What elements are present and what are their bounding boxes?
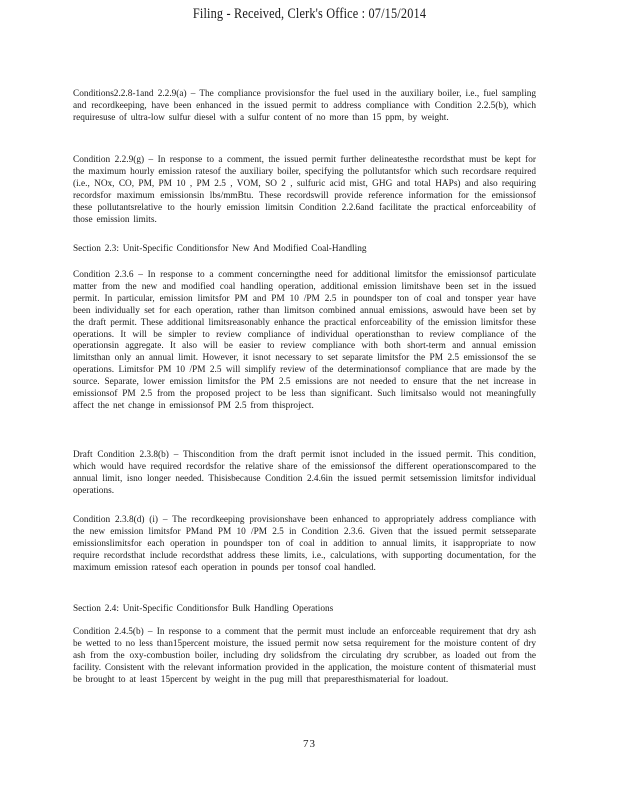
paragraph-draft-condition-2-3-8-b: Draft Condition 2.3.8(b) – Thiscondition from the draft permit isnot included in the issued permit. This condition, which would have required recordsfor the relative share of the emissionsof the different operationscompared to the annual limit, isno longer needed. Thisisbecause Condition 2.4.6in the issued permit setsemission limitsfor individual operations. — [73, 450, 536, 496]
section-heading-2-4: Section 2.4: Unit-Specific Conditionsfor Bulk Handling Operations — [73, 604, 334, 614]
paragraph-condition-2-2-9-g: Condition 2.2.9(g) – In response to a comment, the issued permit further delineatesthe recordsthat must be kept for the maximum hourly emission ratesof the auxiliary boiler, specifying the pollutantsfor which such recordsare required (i.e., NOx, CO, PM, PM 10 , PM 2.5 , VOM, SO 2 , sulfuric acid mist, GHG and total HAPs) and also requiring recordsfor maximum emissionsin lbs/mmBtu. These recordswill provide reference information for the emissionsof these pollutantsrelative to the hourly emission limitsin Condition 2.2.6and facilitate the practical enforceability of those emission limits. — [73, 155, 536, 225]
section-heading-2-3: Section 2.3: Unit-Specific Conditionsfor New And Modified Coal-Handling — [73, 244, 367, 254]
paragraph-condition-2-3-8-d: Condition 2.3.8(d) (i) – The recordkeeping provisionshave been enhanced to appropriately address compliance with the new emission limitsfor PMand PM 10 /PM 2.5 in Condition 2.3.6. Given that the issued permit setsseparate emissionslimitsfor each operation in poundsper ton of coal in addition to annual limits, it isappropriate to now require recordsthat include recordsthat address these limits, i.e., calculations, with supporting documentation, for the maximum emission ratesof each operation in pounds per tonsof coal handled. — [73, 515, 536, 573]
paragraph-condition-2-4-5-b: Condition 2.4.5(b) – In response to a comment that the permit must include an enforceable requirement that dry ash be wetted to no less than15percent moisture, the issued permit now setsa requirement for the moisture content of dry ash from the oxy-combustion boiler, including dry solidsfrom the circulating dry scrubber, as loaded out from the facility. Consistent with the relevant information provided in the application, the moisture content of thismaterial must be brought to at least 15percent by weight in the pug mill that preparesthismaterial for loadout. — [73, 627, 536, 685]
filing-stamp-header: Filing - Received, Clerk's Office : 07/15/2014 — [192, 6, 427, 22]
paragraph-condition-2-3-6: Condition 2.3.6 – In response to a comment concerningthe need for additional limitsfor the emissionsof particulate matter from the new and modified coal handling operation, additional emission limitshave been set in the issued permit. In particular, emission limitsfor PM and PM 10 /PM 2.5 in poundsper ton of coal and tonsper year have been individually set for each operation, rather than limitson combined annual emissions, aswould have been set by the draft permit. These additional limitsreasonably enhance the practical enforceability of the emission limitsfor these operations. It will be simpler to review compliance of individual operationsthan to review compliance of the operationsin aggregate. It also will be easier to review compliance with both short-term and annual emission limitsthan only an annual limit. However, it isnot necessary to set separate limitsfor the PM 2.5 emissionsof the se operations. Limitsfor PM 10 /PM 2.5 will simplify review of the determinationsof compliance that are made by the source. Separate, lower emission limitsfor the PM 2.5 emissions are not needed to ensure that the net increase in emissionsof PM 2.5 from the proposed project to be less than significant. Such limitsalso would not meaningfully affect the net change in emissionsof PM 2.5 from thisproject. — [73, 270, 536, 411]
paragraph-conditions-2-2-8: Conditions2.2.8-1and 2.2.9(a) – The compliance provisionsfor the fuel used in the auxiliary boiler, i.e., fuel sampling and recordkeeping, have been enhanced in the issued permit to address compliance with Condition 2.2.5(b), which requiresuse of ultra-low sulfur diesel with a sulfur content of no more than 15 ppm, by weight. — [73, 89, 536, 123]
page-number: 73 — [303, 738, 316, 750]
